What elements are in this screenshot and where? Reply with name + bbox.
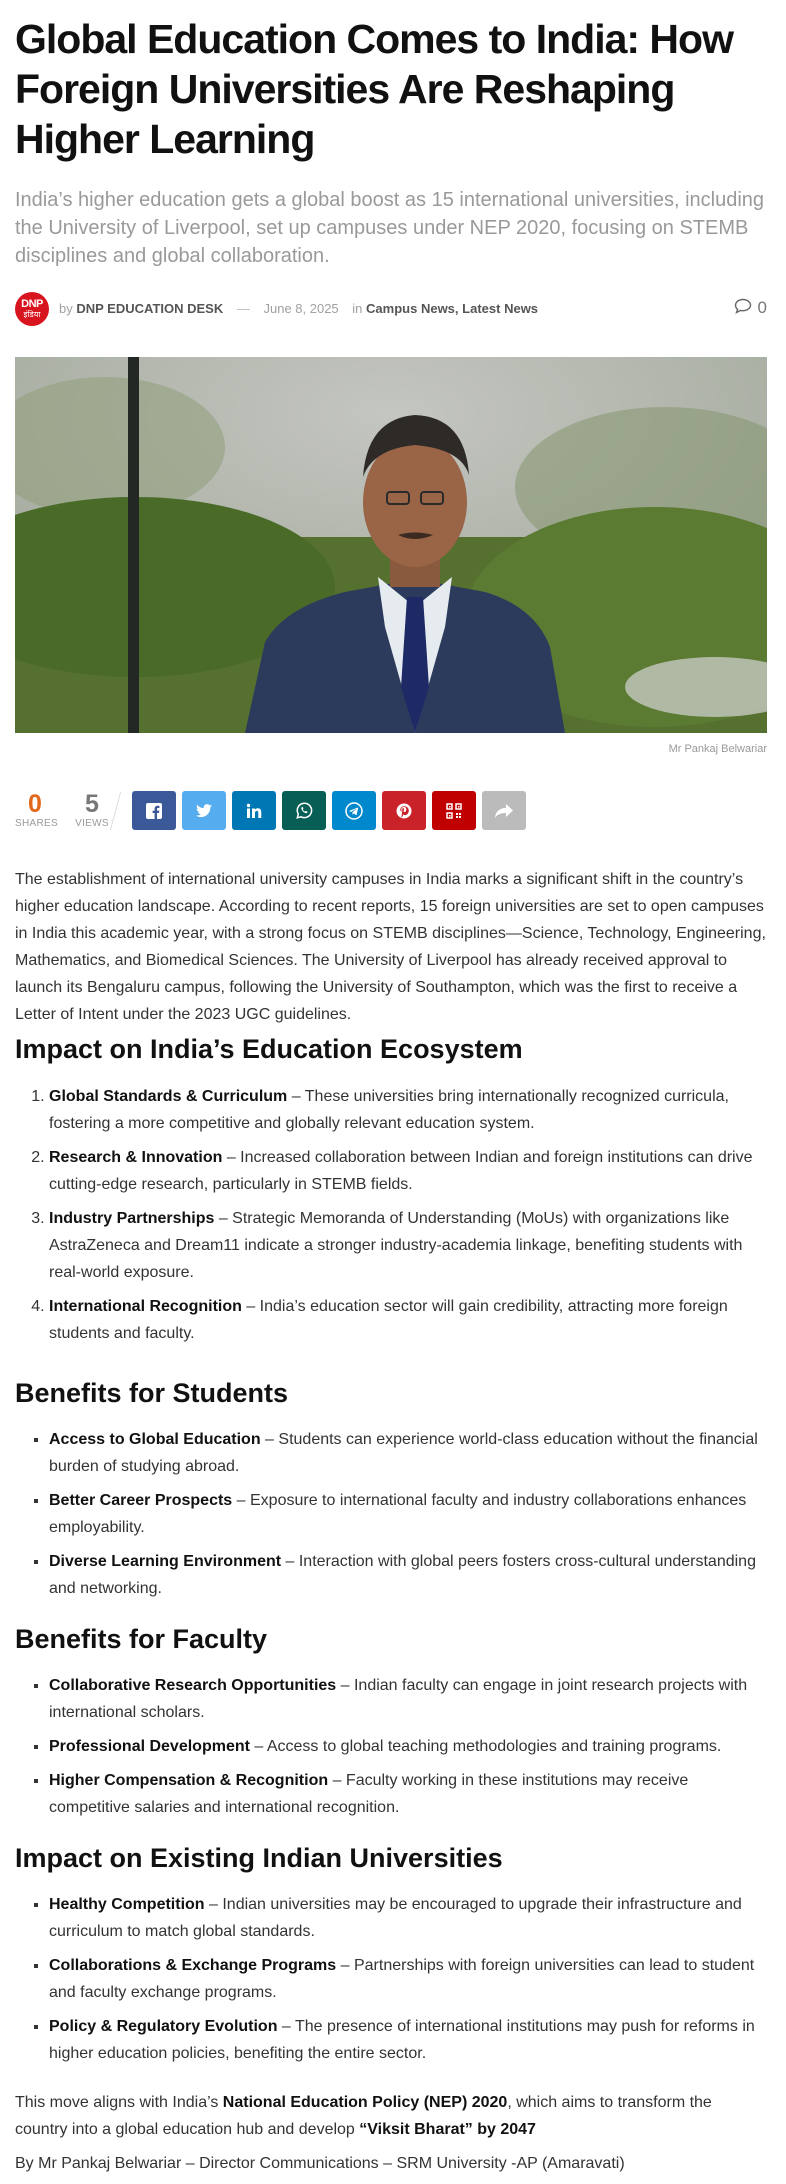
conclusion-viksit-highlight: “Viksit Bharat” by 2047 <box>359 2121 536 2138</box>
list-item-text: – Faculty working in these institutions may receive competitive salaries and international recognition. <box>49 1772 689 1816</box>
list-item <box>49 1144 767 1198</box>
section-heading-existing-universities: Impact on Existing Indian Universities <box>15 1843 503 1873</box>
more-share-button[interactable] <box>482 791 526 830</box>
comments-link[interactable] <box>734 298 767 319</box>
comment-bubble-icon <box>734 298 752 319</box>
list-item-title: Global Standards & Curriculum <box>49 1088 288 1105</box>
in-label: in <box>352 301 363 316</box>
avatar-logo-subtext: इंडिया <box>23 310 41 319</box>
qrcode-icon <box>446 803 462 819</box>
list-item <box>49 1891 767 1945</box>
list-item <box>49 1548 767 1602</box>
whatsapp-icon <box>296 802 313 819</box>
list-item-text: – Exposure to international faculty and industry collaborations enhances employability. <box>49 1492 747 1536</box>
list-item-title: International Recognition <box>49 1298 242 1315</box>
featured-image <box>15 357 767 733</box>
list-item-title: Access to Global Education <box>49 1431 261 1448</box>
pinterest-icon <box>396 803 412 819</box>
list-item <box>49 1426 767 1480</box>
linkedin-icon <box>246 803 262 819</box>
list-item-text: – Partnerships with foreign universities can lead to student and faculty exchange programs. <box>49 1957 755 2001</box>
list-item-title: Industry Partnerships <box>49 1210 215 1227</box>
faculty-list <box>15 1672 767 1828</box>
twitter-share-button[interactable] <box>182 791 226 830</box>
list-item <box>49 1205 767 1286</box>
facebook-icon <box>146 803 162 819</box>
whatsapp-share-button[interactable] <box>282 791 326 830</box>
list-item <box>49 1083 767 1137</box>
list-item-text: – Students can experience world-class education without the financial burden of studying abroad. <box>49 1431 758 1475</box>
list-item <box>49 1952 767 2006</box>
shares-label: SHARES <box>15 818 58 829</box>
list-item-title: Policy & Regulatory Evolution <box>49 2018 278 2035</box>
list-item <box>49 1733 767 1760</box>
share-icon <box>494 803 514 819</box>
list-item-text: – The presence of international institutions may push for reforms in higher education policies, benefiting the entire sector. <box>49 2018 755 2062</box>
list-item-title: Higher Compensation & Recognition <box>49 1772 329 1789</box>
list-item <box>49 2013 767 2067</box>
comments-count: 0 <box>757 298 767 317</box>
list-item-text: – Indian universities may be encouraged to upgrade their infrastructure and curriculum to match global standards. <box>49 1896 742 1940</box>
category-link-campus-news[interactable]: Campus News <box>366 301 455 316</box>
list-item-title: Research & Innovation <box>49 1149 223 1166</box>
by-label: by <box>59 301 73 316</box>
list-item-text: – Increased collaboration between Indian and foreign institutions can drive cutting-edge research, particularly in STEMB fields. <box>49 1149 753 1193</box>
qr-share-button[interactable] <box>432 791 476 830</box>
intro-paragraph: The establishment of international university campuses in India marks a significant shift in the country’s higher education landscape. According to recent reports, 15 foreign universities are set to open campuses in India this academic year, with a strong focus on STEMB disciplines—Science, Technology, Engineering, Mathematics, and Biomedical Sciences. The University of Liverpool has already received approval to launch its Bengaluru campus, following the University of Southampton, which was the first to receive a Letter of Intent under the 2023 UGC guidelines. <box>15 871 766 1023</box>
list-item-title: Healthy Competition <box>49 1896 205 1913</box>
image-caption: Mr Pankaj Belwariar <box>668 743 767 755</box>
list-item-text: – These universities bring internationally recognized curricula, fostering a more competitive and globally relevant education system. <box>49 1088 729 1132</box>
existing-universities-list <box>15 1891 767 2074</box>
conclusion-paragraph <box>15 2089 767 2143</box>
list-item-title: Collaborations & Exchange Programs <box>49 1957 337 1974</box>
list-item-text: – India’s education sector will gain credibility, attracting more foreign students and faculty. <box>49 1298 728 1342</box>
article-meta <box>15 292 767 326</box>
list-item-title: Professional Development <box>49 1738 250 1755</box>
category-comma: , <box>454 301 459 316</box>
list-item-text: – Interaction with global peers fosters cross-cultural understanding and networking. <box>49 1553 756 1597</box>
section-heading-faculty: Benefits for Faculty <box>15 1624 268 1654</box>
twitter-icon <box>196 804 212 818</box>
share-bar <box>15 790 767 832</box>
shares-count: 0 <box>28 790 42 818</box>
author-byline: By Mr Pankaj Belwariar – Director Communications – SRM University -AP (Amaravati) <box>15 2155 625 2172</box>
section-heading-impact: Impact on India’s Education Ecosystem <box>15 1034 523 1064</box>
impact-list <box>15 1083 767 1354</box>
views-label: VIEWS <box>75 818 109 829</box>
article-subtitle: India’s higher education gets a global boost as 15 international universities, including the University of Liverpool, set up campuses under NEP 2020, focusing on STEMB disciplines and global collaboration. <box>15 189 765 267</box>
telegram-share-button[interactable] <box>332 791 376 830</box>
list-item-text: – Indian faculty can engage in joint research projects with international scholars. <box>49 1677 748 1721</box>
list-item-text: – Access to global teaching methodologies and training programs. <box>249 1738 722 1755</box>
author-avatar[interactable] <box>15 292 49 326</box>
linkedin-share-button[interactable] <box>232 791 276 830</box>
shares-stat <box>15 790 58 829</box>
meta-text <box>59 301 538 316</box>
list-item <box>49 1672 767 1726</box>
publish-date: June 8, 2025 <box>263 301 339 316</box>
views-stat <box>72 790 112 829</box>
list-item <box>49 1487 767 1541</box>
list-item-title: Better Career Prospects <box>49 1492 233 1509</box>
meta-separator: — <box>236 301 250 316</box>
facebook-share-button[interactable] <box>132 791 176 830</box>
students-list <box>15 1426 767 1609</box>
portrait-photo <box>15 357 767 733</box>
conclusion-text-2: , which aims to transform the country into a global education hub and develop <box>15 2094 712 2138</box>
conclusion-text-1: This move aligns with India’s <box>15 2094 223 2111</box>
views-count: 5 <box>85 790 99 818</box>
pinterest-share-button[interactable] <box>382 791 426 830</box>
list-item-text: – Strategic Memoranda of Understanding (MoUs) with organizations like AstraZeneca and Dream11 indicate a stronger industry-academia linkage, benefiting students with real-world exposure. <box>49 1210 743 1281</box>
author-link[interactable]: DNP EDUCATION DESK <box>76 301 224 316</box>
list-item-title: Collaborative Research Opportunities <box>49 1677 337 1694</box>
section-heading-students: Benefits for Students <box>15 1378 289 1408</box>
list-item <box>49 1767 767 1821</box>
telegram-icon <box>345 802 363 820</box>
conclusion-nep-highlight: National Education Policy (NEP) 2020 <box>222 2094 508 2111</box>
avatar-logo-text: DNP <box>21 298 43 310</box>
category-link-latest-news[interactable]: Latest News <box>462 301 539 316</box>
list-item <box>49 1293 767 1347</box>
list-item-title: Diverse Learning Environment <box>49 1553 282 1570</box>
article-title: Global Education Comes to India: How Foreign Universities Are Reshaping Higher Learning <box>15 16 733 162</box>
